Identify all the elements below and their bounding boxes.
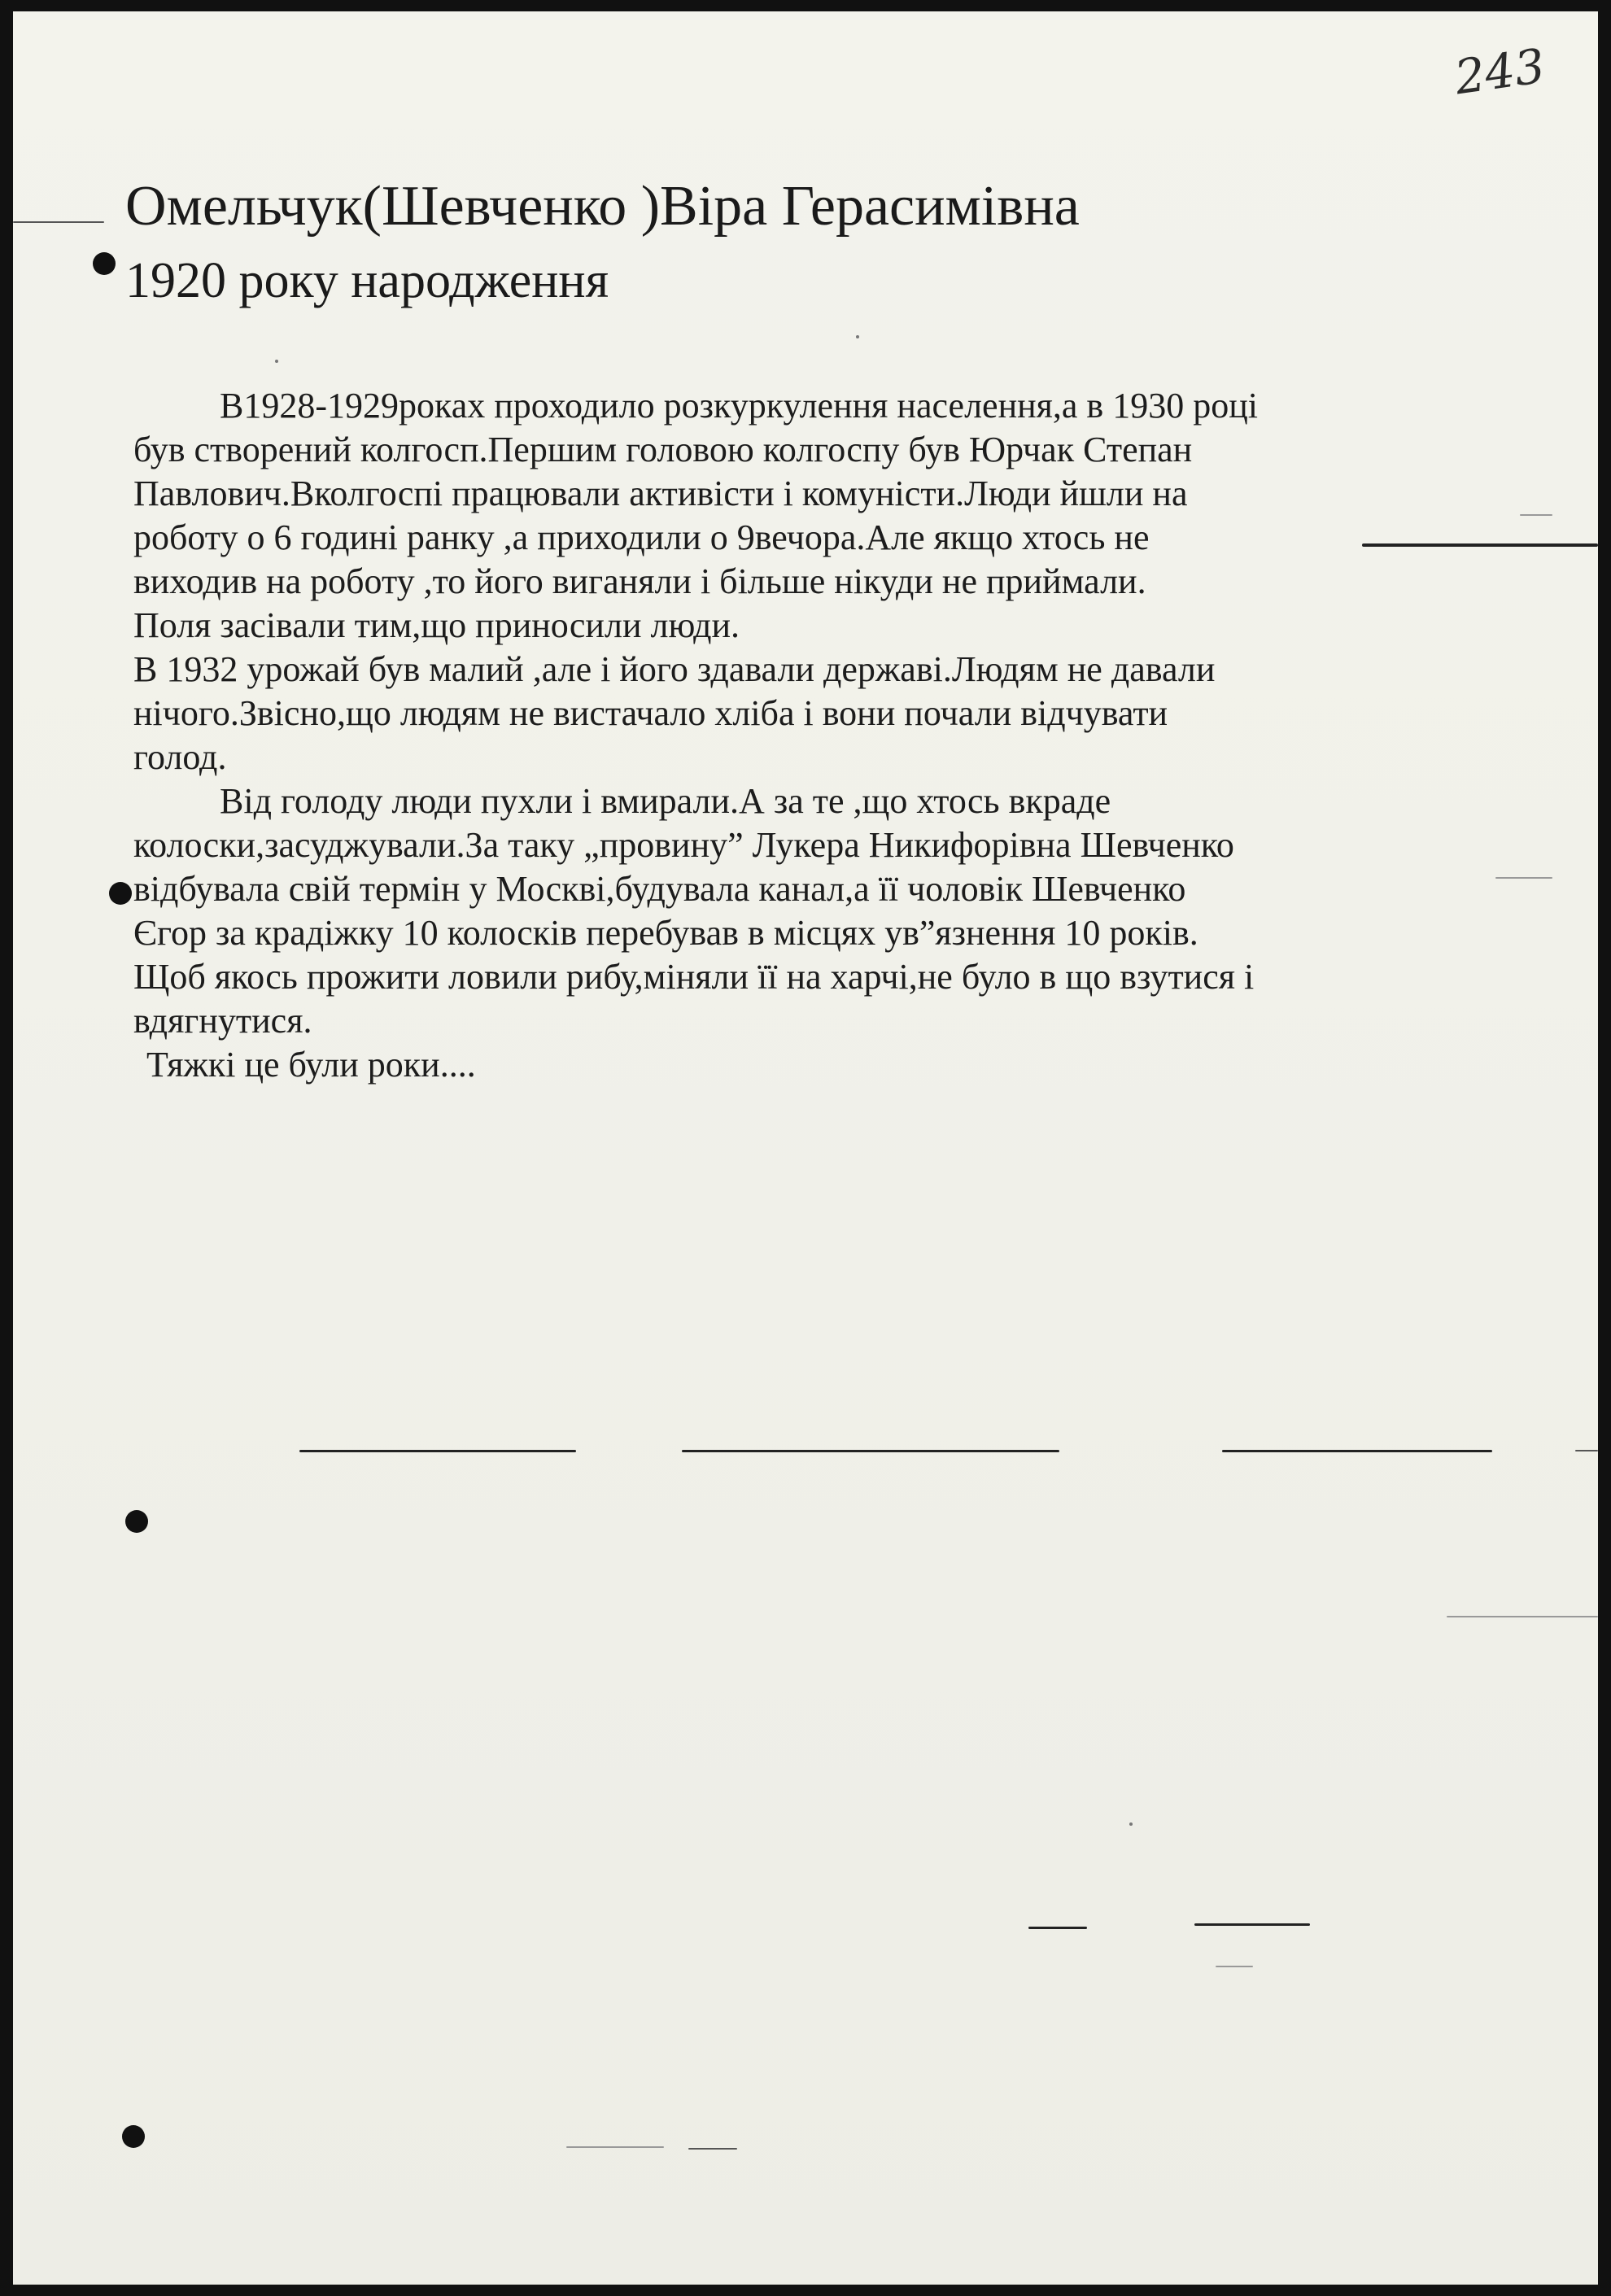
scan-mark — [1495, 877, 1552, 879]
document-page — [13, 11, 1598, 2285]
scan-mark — [1216, 1966, 1253, 1967]
body-line: вдягнутися. — [133, 1001, 312, 1041]
punch-hole — [125, 1510, 148, 1533]
body-line: нічого.Звісно,що людям не вистачало хліба і вони почали відчувати — [133, 693, 1168, 733]
body-line: Тяжкі це були роки.... — [146, 1045, 476, 1085]
body-line: роботу о 6 годині ранку ,а приходили о 9вечора.Але якщо хтось не — [133, 517, 1150, 557]
body-line: Щоб якось прожити ловили рибу,міняли її на харчі,не було в що взутися і — [133, 957, 1255, 997]
scan-mark — [275, 360, 278, 363]
body-line: колоски,засуджували.За таку „провину” Лукера Никифорівна Шевченко — [133, 825, 1234, 865]
page-subtitle: 1920 року народження — [125, 253, 609, 308]
punch-hole — [122, 2125, 145, 2148]
scan-mark — [1520, 514, 1552, 516]
scan-mark — [688, 2148, 737, 2150]
body-line: В 1932 урожай був малий ,але і його здавали державі.Людям не давали — [133, 649, 1216, 689]
scan-mark — [566, 2146, 664, 2148]
body-line: В1928-1929роках проходило розкуркулення населення,а в 1930 році — [220, 386, 1258, 426]
scan-mark — [1575, 1450, 1598, 1451]
scan-mark — [1129, 1822, 1133, 1826]
body-line: Єгор за крадіжку 10 колосків перебував в місцях ув”язнення 10 років. — [133, 913, 1198, 953]
page-number: 243 — [1451, 37, 1548, 106]
scan-mark — [1362, 543, 1598, 547]
page-title: Омельчук(Шевченко )Віра Герасимівна — [125, 175, 1080, 238]
scan-mark — [1028, 1927, 1087, 1929]
punch-hole — [93, 252, 116, 275]
scan-mark — [1194, 1923, 1310, 1926]
body-text — [133, 384, 1500, 1087]
scan-mark — [1222, 1450, 1492, 1452]
scan-mark — [13, 221, 104, 223]
body-line: Від голоду люди пухли і вмирали.А за те ,що хтось вкраде — [220, 781, 1111, 821]
scan-mark — [1447, 1616, 1598, 1617]
body-line: Павлович.Вколгоспі працювали активісти і комуністи.Люди йшли на — [133, 474, 1188, 513]
body-line: голод. — [133, 737, 227, 777]
punch-hole — [109, 882, 132, 905]
body-line: був створений колгосп.Першим головою колгоспу був Юрчак Степан — [133, 430, 1193, 469]
scan-mark — [682, 1450, 1059, 1452]
body-line: відбувала свій термін у Москві,будувала канал,а її чоловік Шевченко — [133, 869, 1186, 909]
scan-mark — [856, 335, 859, 338]
body-line: виходив на роботу ,то його виганяли і більше нікуди не приймали. — [133, 561, 1146, 601]
scan-mark — [299, 1450, 576, 1452]
body-line: Поля засівали тим,що приносили люди. — [133, 605, 740, 645]
